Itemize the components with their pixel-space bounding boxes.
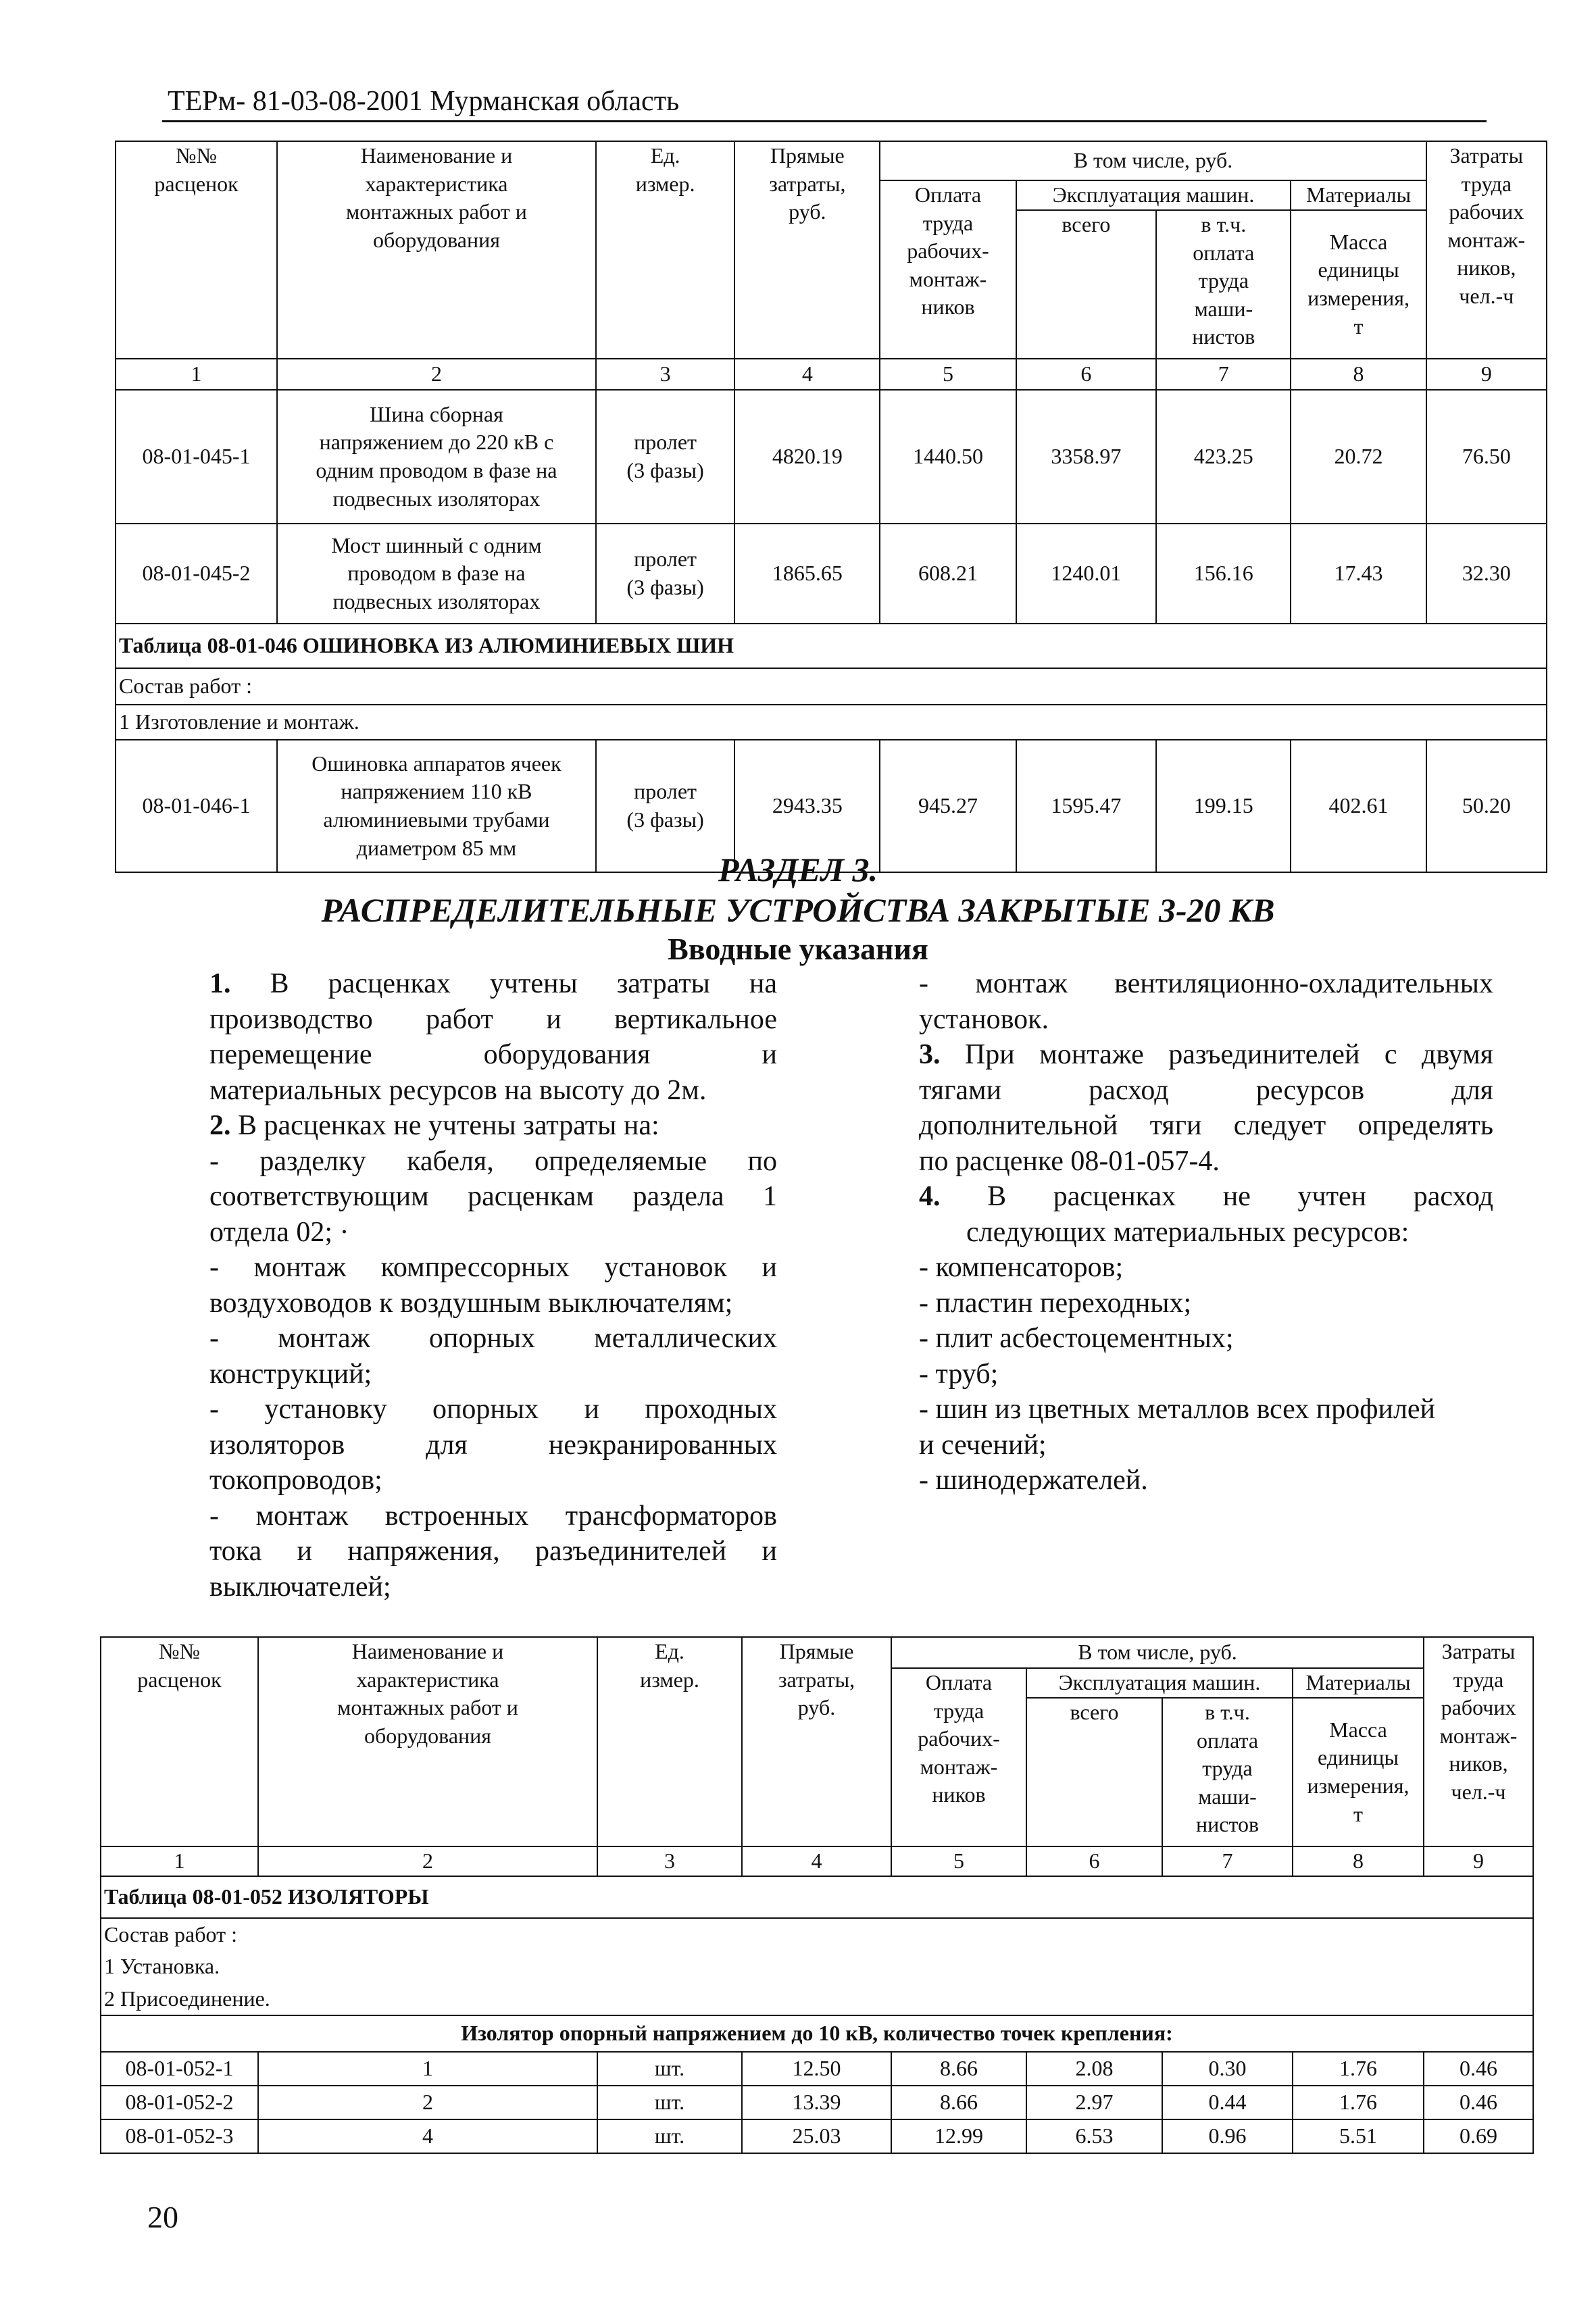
- col-direct-header: Прямые затраты, руб.: [734, 141, 880, 359]
- incl-header: В том числе, руб.: [880, 141, 1426, 180]
- table-row: 08-01-045-2 Мост шинный с одним проводом в фазе на подвесных изоляторах пролет (3 фазы) 1865.65 608.21 1240.01 156.16 17.43 32.30: [116, 524, 1547, 624]
- table-046-title: Таблица 08-01-046 ОШИНОВКА ИЗ АЛЮМИНИЕВЫХ ШИН: [116, 624, 1547, 668]
- intro-heading: Вводные указания: [668, 932, 928, 966]
- machines-header: Эксплуатация машин.: [1026, 1668, 1293, 1698]
- col-direct-header: Прямые затраты, руб.: [742, 1637, 891, 1846]
- table-row: 08-01-045-1 Шина сборная напряжением до 220 кВ с одним проводом в фазе на подвесных изоляторах пролет (3 фазы) 4820.19 1440.50 3358.97 423.25 20.72 76.50: [116, 390, 1547, 524]
- col-unit-header: Ед. измер.: [597, 1637, 742, 1846]
- machines-total-header: всего: [1026, 1698, 1162, 1846]
- table-row: 08-01-052-2 2 шт. 13.39 8.66 2.97 0.44 1.76 0.46: [101, 2086, 1533, 2119]
- table-052-works: Состав работ :: [101, 1918, 1533, 1951]
- header-rule: [162, 120, 1487, 122]
- table-052-step-1: 1 Установка.: [101, 1951, 1533, 1983]
- mass-header: Масса единицы измерения, т: [1293, 1698, 1424, 1846]
- col-labor-pay-header: Оплата труда рабочих- монтаж- ников: [880, 180, 1016, 359]
- col-code-header: №№ расценок: [116, 141, 277, 359]
- col-unit-header: Ед. измер.: [596, 141, 735, 359]
- col-labor-pay-header: Оплата труда рабочих- монтаж- ников: [891, 1668, 1026, 1846]
- table-046-step: 1 Изготовление и монтаж.: [116, 705, 1547, 740]
- section-title: РАСПРЕДЕЛИТЕЛЬНЫЕ УСТРОЙСТВА ЗАКРЫТЫЕ 3-20 КВ: [321, 891, 1275, 929]
- column-numbers-row: 1 2 3 4 5 6 7 8 9: [101, 1846, 1533, 1876]
- table-row: 08-01-046-1 Ошиновка аппаратов ячеек напряжением 110 кВ алюминиевыми трубами диаметром 85 мм пролет (3 фазы) 2943.35 945.27 1595.47 199.15 402.61 50.20: [116, 740, 1547, 872]
- item-number: 1.: [209, 968, 231, 999]
- table-052-title: Таблица 08-01-052 ИЗОЛЯТОРЫ: [101, 1876, 1533, 1918]
- price-table-052: [100, 1636, 1534, 2154]
- materials-header: Материалы: [1293, 1668, 1424, 1698]
- machines-header: Эксплуатация машин.: [1016, 180, 1291, 210]
- col-name-header: Наименование и характеристика монтажных работ и оборудования: [258, 1637, 597, 1846]
- mass-header: Масса единицы измерения, т: [1291, 210, 1426, 359]
- section-number: РАЗДЕЛ 3.: [718, 851, 878, 888]
- price-table-1: [115, 141, 1547, 873]
- item-number: 3.: [919, 1039, 941, 1070]
- machines-pay-header: в т.ч. оплата труда маши- нистов: [1156, 210, 1291, 359]
- table-row: 08-01-052-3 4 шт. 25.03 12.99 6.53 0.96 5.51 0.69: [101, 2119, 1533, 2153]
- left-column: 1. В расценках учтены затраты на производство работ и вертикальное перемещение оборудования и материальных ресурсов на высоту до 2м. 2. В расценках не учтены затраты на: - разделку кабеля, определяемые по соответствующим расценкам раздела 1 отдела 02; · - монтаж компрессорных установок и воздуховодов к воздушным выключателям; - монтаж опорных металлических конструкций; - установку опорных и проходных изоляторов для неэкранированных токопроводов; - монтаж встроенных трансформаторов тока и напряжения, разъединителей и выключателей;: [209, 968, 777, 1603]
- col-name-header: Наименование и характеристика монтажных работ и оборудования: [277, 141, 596, 359]
- table-row: 08-01-052-1 1 шт. 12.50 8.66 2.08 0.30 1.76 0.46: [101, 2052, 1533, 2086]
- right-column: - монтаж вентиляционно-охладительных установок. 3. При монтаже разъединителей с двумя тягами расход ресурсов для дополнительной тяги следует определять по расценке 08-01-057-4. 4. В расценках не учтен расход следующих материальных ресурсов: - компенсаторов; - пластин переходных; - плит асбестоцементных; - труб; - шин из цветных металлов всех профилей и сечений; - шинодержателей.: [919, 968, 1494, 1496]
- table-052-step-2: 2 Присоединение.: [101, 1983, 1533, 2015]
- col-labor-header: Затраты труда рабочих монтаж- ников, чел.-ч: [1426, 141, 1547, 359]
- col-labor-header: Затраты труда рабочих монтаж- ников, чел.-ч: [1424, 1637, 1533, 1846]
- table-046-works: Состав работ :: [116, 668, 1547, 705]
- machines-pay-header: в т.ч. оплата труда маши- нистов: [1162, 1698, 1293, 1846]
- item-number: 4.: [919, 1181, 941, 1212]
- table-052-subheader: Изолятор опорный напряжением до 10 кВ, количество точек крепления:: [101, 2015, 1533, 2052]
- page-header: ТЕРм- 81-03-08-2001 Мурманская область: [168, 86, 680, 117]
- col-code-header: №№ расценок: [101, 1637, 258, 1846]
- materials-header: Материалы: [1291, 180, 1426, 210]
- page-number: 20: [147, 2200, 178, 2234]
- incl-header: В том числе, руб.: [891, 1637, 1424, 1668]
- item-number: 2.: [209, 1110, 231, 1141]
- machines-total-header: всего: [1016, 210, 1157, 359]
- column-numbers-row: 1 2 3 4 5 6 7 8 9: [116, 359, 1547, 390]
